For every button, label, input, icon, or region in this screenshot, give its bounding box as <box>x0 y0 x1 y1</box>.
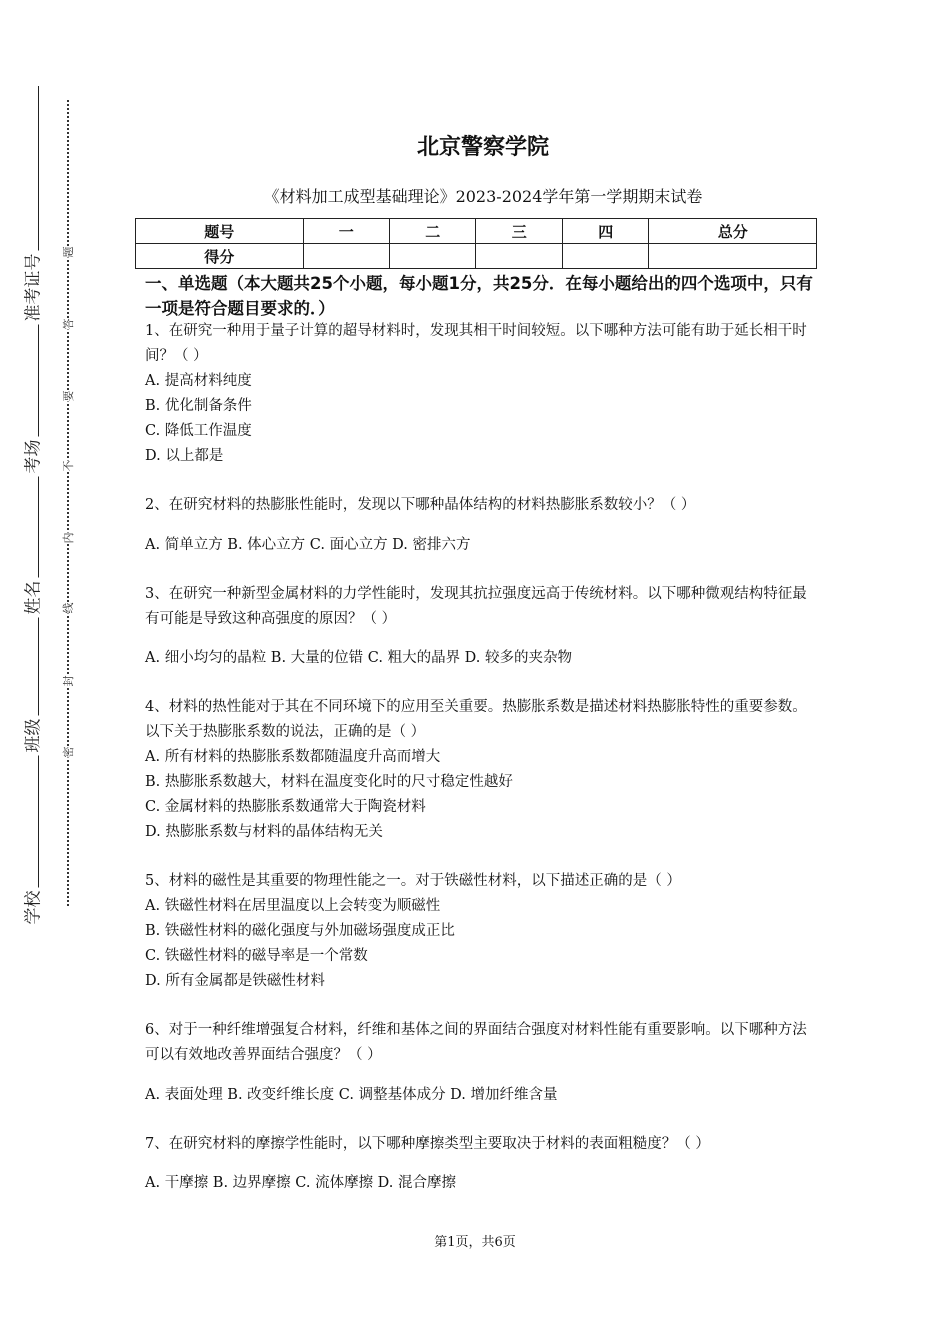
seal-char: 封 <box>62 675 75 687</box>
option-d: D. 以上都是 <box>145 448 224 464</box>
score-table <box>135 218 817 269</box>
question-stem: 3、在研究一种新型金属材料的力学性能时，发现其抗拉强度远高于传统材料。以下哪种微观结构特征最有可能是导致这种高强度的原因？（ ） <box>145 585 807 627</box>
question-stem: 2、在研究材料的热膨胀性能时，发现以下哪种晶体结构的材料热膨胀系数较小？（ ） <box>145 497 696 513</box>
section-title: 一、单选题（本大题共25个小题，每小题1分，共25分．在每小题给出的四个选项中，只有一项是符合题目要求的．） <box>145 274 813 318</box>
options-inline: A. 表面处理 B. 改变纤维长度 C. 调整基体成分 D. 增加纤维含量 <box>145 1086 558 1103</box>
seal-char: 答 <box>62 318 75 330</box>
option-a: A. 所有材料的热膨胀系数都随温度升高而增大 <box>145 749 441 765</box>
question-2 <box>145 493 817 558</box>
question-stem: 6、对于一种纤维增强复合材料，纤维和基体之间的界面结合强度对材料性能有重要影响。以下哪种方法可以有效地改善界面结合强度？（ ） <box>145 1022 807 1063</box>
table-header-cell: 总分 <box>649 219 817 244</box>
score-table-header-row <box>136 219 817 244</box>
question-4 <box>145 695 817 845</box>
page-number: 第1页，共6页 <box>434 1235 516 1250</box>
question-list <box>145 319 817 1220</box>
question-7 <box>145 1132 817 1197</box>
seal-char: 密 <box>62 746 75 758</box>
school-name: 北京警察学院 <box>416 135 549 160</box>
option-b: B. 铁磁性材料的磁化强度与外加磁场强度成正比 <box>145 923 455 939</box>
option-c: C. 铁磁性材料的磁导率是一个常数 <box>145 948 368 964</box>
option-c: C. 降低工作温度 <box>145 423 252 439</box>
question-6 <box>145 1018 817 1108</box>
option-d: D. 所有金属都是铁磁性材料 <box>145 973 325 989</box>
class-label: 班级 <box>19 716 44 756</box>
score-cell[interactable] <box>476 244 562 269</box>
school-label: 学校 <box>19 888 44 928</box>
options-inline: A. 细小均匀的晶粒 B. 大量的位错 C. 粗大的晶界 D. 较多的夹杂物 <box>145 650 573 666</box>
table-header-cell: 一 <box>303 219 389 244</box>
seal-char: 不 <box>62 460 75 472</box>
binding-margin <box>0 0 110 1344</box>
seal-char: 题 <box>62 246 75 258</box>
table-header-cell: 三 <box>476 219 562 244</box>
question-stem: 5、材料的磁性是其重要的物理性能之一。对于铁磁性材料，以下描述正确的是（ ） <box>145 873 681 889</box>
margin-dotted-line <box>67 100 69 906</box>
option-b: B. 热膨胀系数越大，材料在温度变化时的尺寸稳定性越好 <box>145 774 513 790</box>
score-cell[interactable] <box>562 244 648 269</box>
score-cell[interactable] <box>649 244 817 269</box>
question-3 <box>145 582 817 672</box>
table-header-cell: 四 <box>562 219 648 244</box>
seal-char: 要 <box>62 390 75 402</box>
score-cell[interactable] <box>389 244 475 269</box>
margin-solid-line <box>38 86 39 921</box>
option-a: A. 提高材料纯度 <box>145 373 252 389</box>
option-d: D. 热膨胀系数与材料的晶体结构无关 <box>145 824 383 840</box>
name-label: 姓名 <box>19 578 44 618</box>
table-header-cell: 二 <box>389 219 475 244</box>
options-inline: A. 干摩擦 B. 边界摩擦 C. 流体摩擦 D. 混合摩擦 <box>145 1175 457 1191</box>
option-b: B. 优化制备条件 <box>145 398 252 414</box>
options-inline: A. 简单立方 B. 体心立方 C. 面心立方 D. 密排六方 <box>145 536 471 553</box>
question-stem: 7、在研究材料的摩擦学性能时，以下哪种摩擦类型主要取决于材料的表面粗糙度？（ ） <box>145 1135 710 1152</box>
exam-room-label: 考场 <box>19 437 44 477</box>
exam-title: 《材料加工成型基础理论》2023-2024学年第一学期期末试卷 <box>263 187 703 206</box>
seal-char: 内 <box>62 532 75 544</box>
option-c: C. 金属材料的热膨胀系数通常大于陶瓷材料 <box>145 799 426 815</box>
score-row-label: 得分 <box>136 244 304 269</box>
question-5 <box>145 869 817 994</box>
seal-char: 线 <box>62 602 75 614</box>
score-table-score-row <box>136 244 817 269</box>
question-stem: 4、材料的热性能对于其在不同环境下的应用至关重要。热膨胀系数是描述材料热膨胀特性的重要参数。以下关于热膨胀系数的说法，正确的是（ ） <box>145 699 807 740</box>
table-header-cell: 题号 <box>136 219 304 244</box>
question-stem: 1、在研究一种用于量子计算的超导材料时，发现其相干时间较短。以下哪种方法可能有助于延长相干时间？（ ） <box>145 323 807 364</box>
option-a: A. 铁磁性材料在居里温度以上会转变为顺磁性 <box>145 898 441 914</box>
score-cell[interactable] <box>303 244 389 269</box>
admission-number-label: 准考证号 <box>19 251 44 325</box>
question-1 <box>145 319 817 469</box>
